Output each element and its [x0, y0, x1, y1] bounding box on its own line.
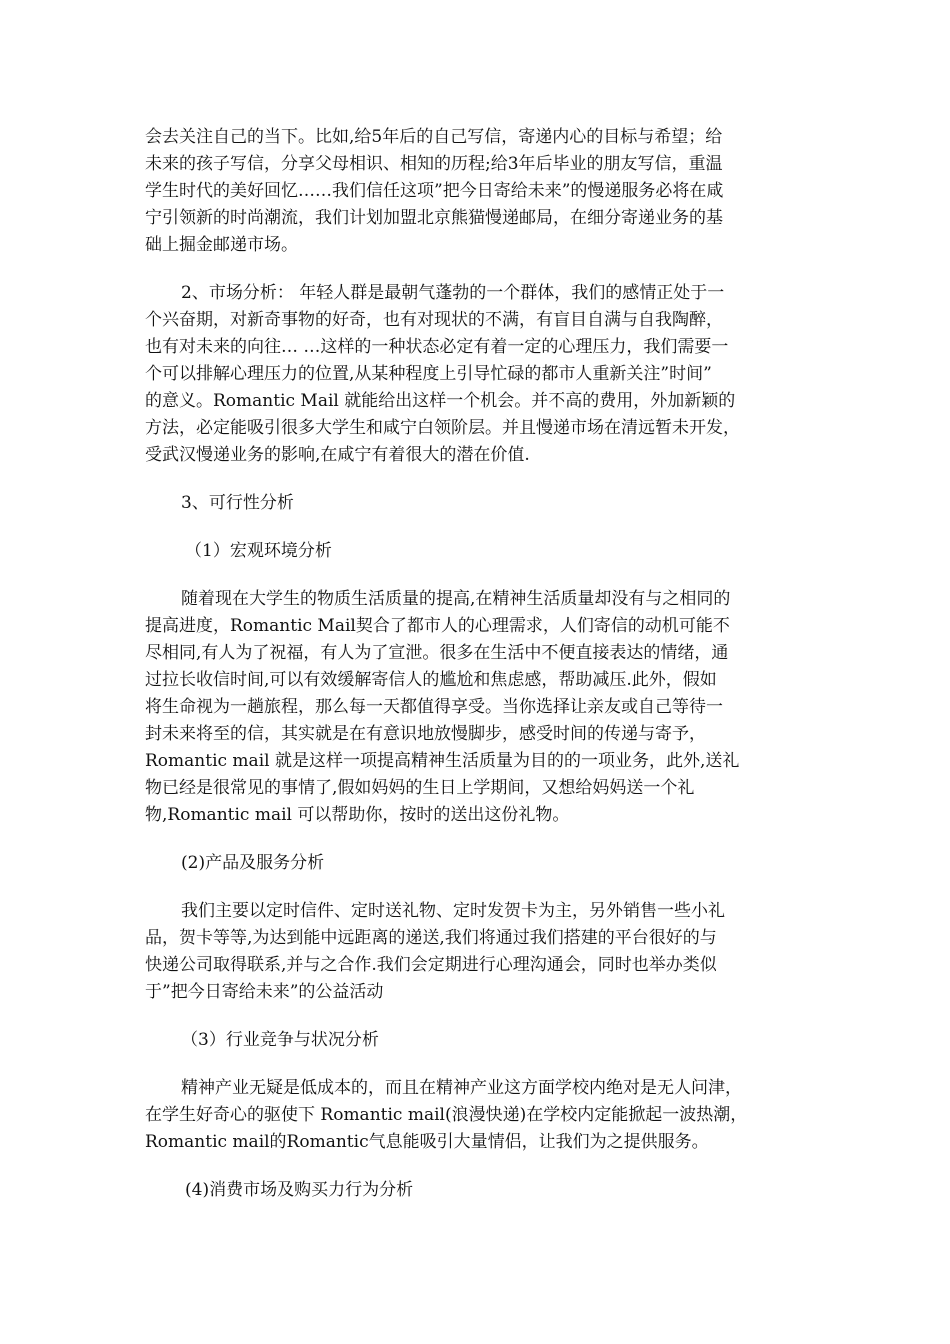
text-line: 精神产业无疑是低成本的，而且在精神产业这方面学校内绝对是无人问津，	[181, 1078, 742, 1098]
subheading-product-service: (2)产品及服务分析	[181, 853, 325, 873]
subheading-macro-environment: （1）宏观环境分析	[185, 541, 332, 561]
text-line: 在学生好奇心的驱使下 Romantic mail(浪漫快递)在学校内定能掀起一波热潮，	[145, 1105, 748, 1125]
text-line: 受武汉慢递业务的影响,在咸宁有着很大的潜在价值.	[145, 445, 530, 465]
text-line: 会去关注自己的当下。比如,给5年后的自己写信，寄递内心的目标与希望；给	[145, 127, 723, 147]
text-line: 础上掘金邮递市场。	[145, 235, 298, 255]
document-page	[145, 124, 807, 1225]
paragraph-product-service	[145, 898, 807, 1006]
text-line: 封未来将至的信，其实就是在有意识地放慢脚步，感受时间的传递与寄予，	[145, 724, 706, 744]
text-line: 个兴奋期，对新奇事物的好奇，也有对现状的不满，有盲目自满与自我陶醉，	[145, 310, 723, 330]
paragraph-market-analysis	[145, 280, 807, 469]
text-line: 2、市场分析： 年轻人群是最朝气蓬勃的一个群体，我们的感情正处于一	[181, 283, 725, 303]
paragraph-macro-environment	[145, 586, 807, 829]
text-line: 的意义。Romantic Mail 就能给出这样一个机会。并不高的费用，外加新颖的	[145, 391, 736, 411]
text-line: 尽相同,有人为了祝福，有人为了宣泄。很多在生活中不便直接表达的情绪，通	[145, 643, 729, 663]
text-line: 学生时代的美好回忆……我们信任这项”把今日寄给未来”的慢递服务必将在咸	[145, 181, 724, 201]
text-line: Romantic mail的Romantic气息能吸引大量情侣，让我们为之提供服务。	[145, 1132, 709, 1152]
subheading-industry-competition: （3）行业竞争与状况分析	[181, 1030, 379, 1050]
text-line: 快递公司取得联系,并与之合作.我们会定期进行心理沟通会，同时也举办类似	[145, 955, 717, 975]
text-line: 提高进度，Romantic Mail契合了都市人的心理需求，人们寄信的动机可能不	[145, 616, 730, 636]
text-line: Romantic mail 就是这样一项提高精神生活质量为目的的一项业务，此外,送礼	[145, 751, 740, 771]
paragraph-intro-continuation	[145, 124, 807, 259]
text-line: 随着现在大学生的物质生活质量的提高,在精神生活质量却没有与之相同的	[181, 589, 731, 609]
text-line: 方法，必定能吸引很多大学生和咸宁白领阶层。并且慢递市场在清远暂未开发，	[145, 418, 740, 438]
subheading-consumer-market: (4)消费市场及购买力行为分析	[185, 1180, 414, 1200]
text-line: 个可以排解心理压力的位置,从某种程度上引导忙碌的都市人重新关注”时间”	[145, 364, 712, 384]
text-line: 未来的孩子写信，分享父母相识、相知的历程;给3年后毕业的朋友写信，重温	[145, 154, 723, 174]
text-line: 我们主要以定时信件、定时送礼物、定时发贺卡为主，另外销售一些小礼	[181, 901, 725, 921]
text-line: 物,Romantic mail 可以帮助你，按时的送出这份礼物。	[145, 805, 570, 825]
text-line: 过拉长收信时间,可以有效缓解寄信人的尴尬和焦虑感，帮助减压.此外，假如	[145, 670, 717, 690]
paragraph-industry-competition	[145, 1075, 807, 1156]
text-line: 宁引领新的时尚潮流，我们计划加盟北京熊猫慢递邮局，在细分寄递业务的基	[145, 208, 723, 228]
text-line: 品，贺卡等等,为达到能中远距离的递送,我们将通过我们搭建的平台很好的与	[145, 928, 717, 948]
section-heading-feasibility: 3、可行性分析	[181, 493, 294, 513]
text-line: 于”把今日寄给未来”的公益活动	[145, 982, 384, 1002]
text-line: 将生命视为一趟旅程，那么每一天都值得享受。当你选择让亲友或自己等待一	[145, 697, 723, 717]
text-line: 也有对未来的向往… …这样的一种状态必定有着一定的心理压力，我们需要一	[145, 337, 729, 357]
text-line: 物已经是很常见的事情了,假如妈妈的生日上学期间，又想给妈妈送一个礼	[145, 778, 695, 798]
